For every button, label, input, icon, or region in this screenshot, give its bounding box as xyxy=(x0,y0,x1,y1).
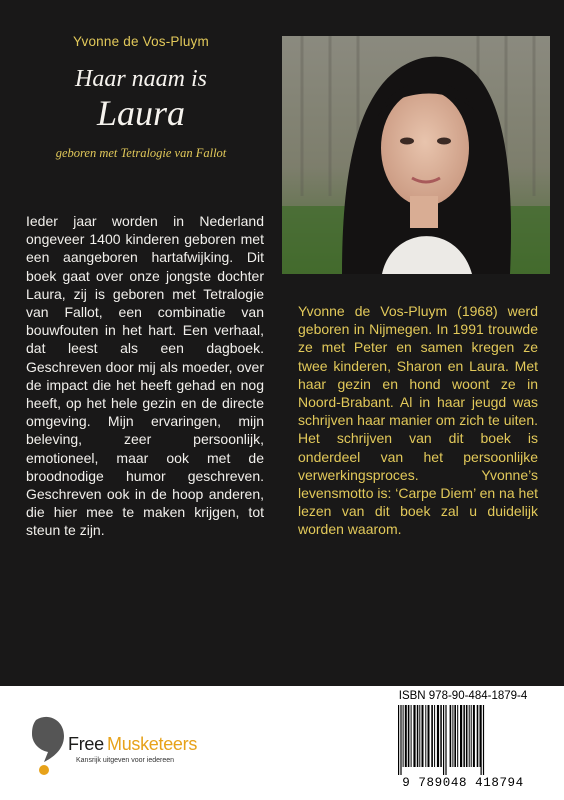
book-title-line-2: Laura xyxy=(96,93,186,133)
book-subtitle: geboren met Tetralogie van Fallot xyxy=(55,146,227,160)
author-name: Yvonne de Vos-Pluym xyxy=(73,34,209,49)
speech-bubble-icon xyxy=(30,712,70,776)
publisher-name-free: Free xyxy=(68,734,104,754)
book-title-line-1: Haar naam is xyxy=(74,66,207,92)
author-photo xyxy=(282,36,550,274)
barcode-block xyxy=(386,690,540,794)
ean-digits: 9 789048 418794 xyxy=(402,776,524,790)
author-bio: Yvonne de Vos-Pluym (1968) werd geboren in Nijmegen. In 1991 trouwde ze met Peter en samen kregen ze twee kinderen, Sharon en Laura. Met haar gezin en hond woont ze in Noord-Brabant. Al in haar jeugd was schrijven haar manier om zich te uiten. Het schrijven van dit boek is onderdeel van het persoonlijke verwerkingsproces. Yvonne’s levensmotto is: ‘Carpe Diem’ en na het lezen van dit boek zal u duidelijk worden waarom. xyxy=(298,303,538,538)
publisher-name-musketeers: Musketeers xyxy=(107,734,198,754)
publisher-logo xyxy=(30,712,230,782)
publisher-tagline: Kansrijk uitgeven voor iedereen xyxy=(76,757,175,764)
isbn-label: ISBN 978-90-484-1879-4 xyxy=(398,690,528,702)
book-blurb: Ieder jaar worden in Nederland ongeveer 1400 kinderen geboren met een aangeboren hartafwijking. Dit boek gaat over onze jongste dochter Laura, zij is geboren met Tetralogie van Fallot, een combinatie van bouwfouten in het hart. Een verhaal, dat leest als een dagboek. Geschreven door mij als moeder, over de impact die het heeft gehad en nog heeft, op het hele gezin en de directe omgeving. Mijn ervaringen, mijn beleving, zeer persoonlijk, emotioneel, maar ook met de broodnodige humor geschreven. Geschreven ook in de hoop anderen, die hier mee te maken krijgen, tot steun te zijn. xyxy=(26,213,264,539)
barcode-icon xyxy=(392,705,538,775)
